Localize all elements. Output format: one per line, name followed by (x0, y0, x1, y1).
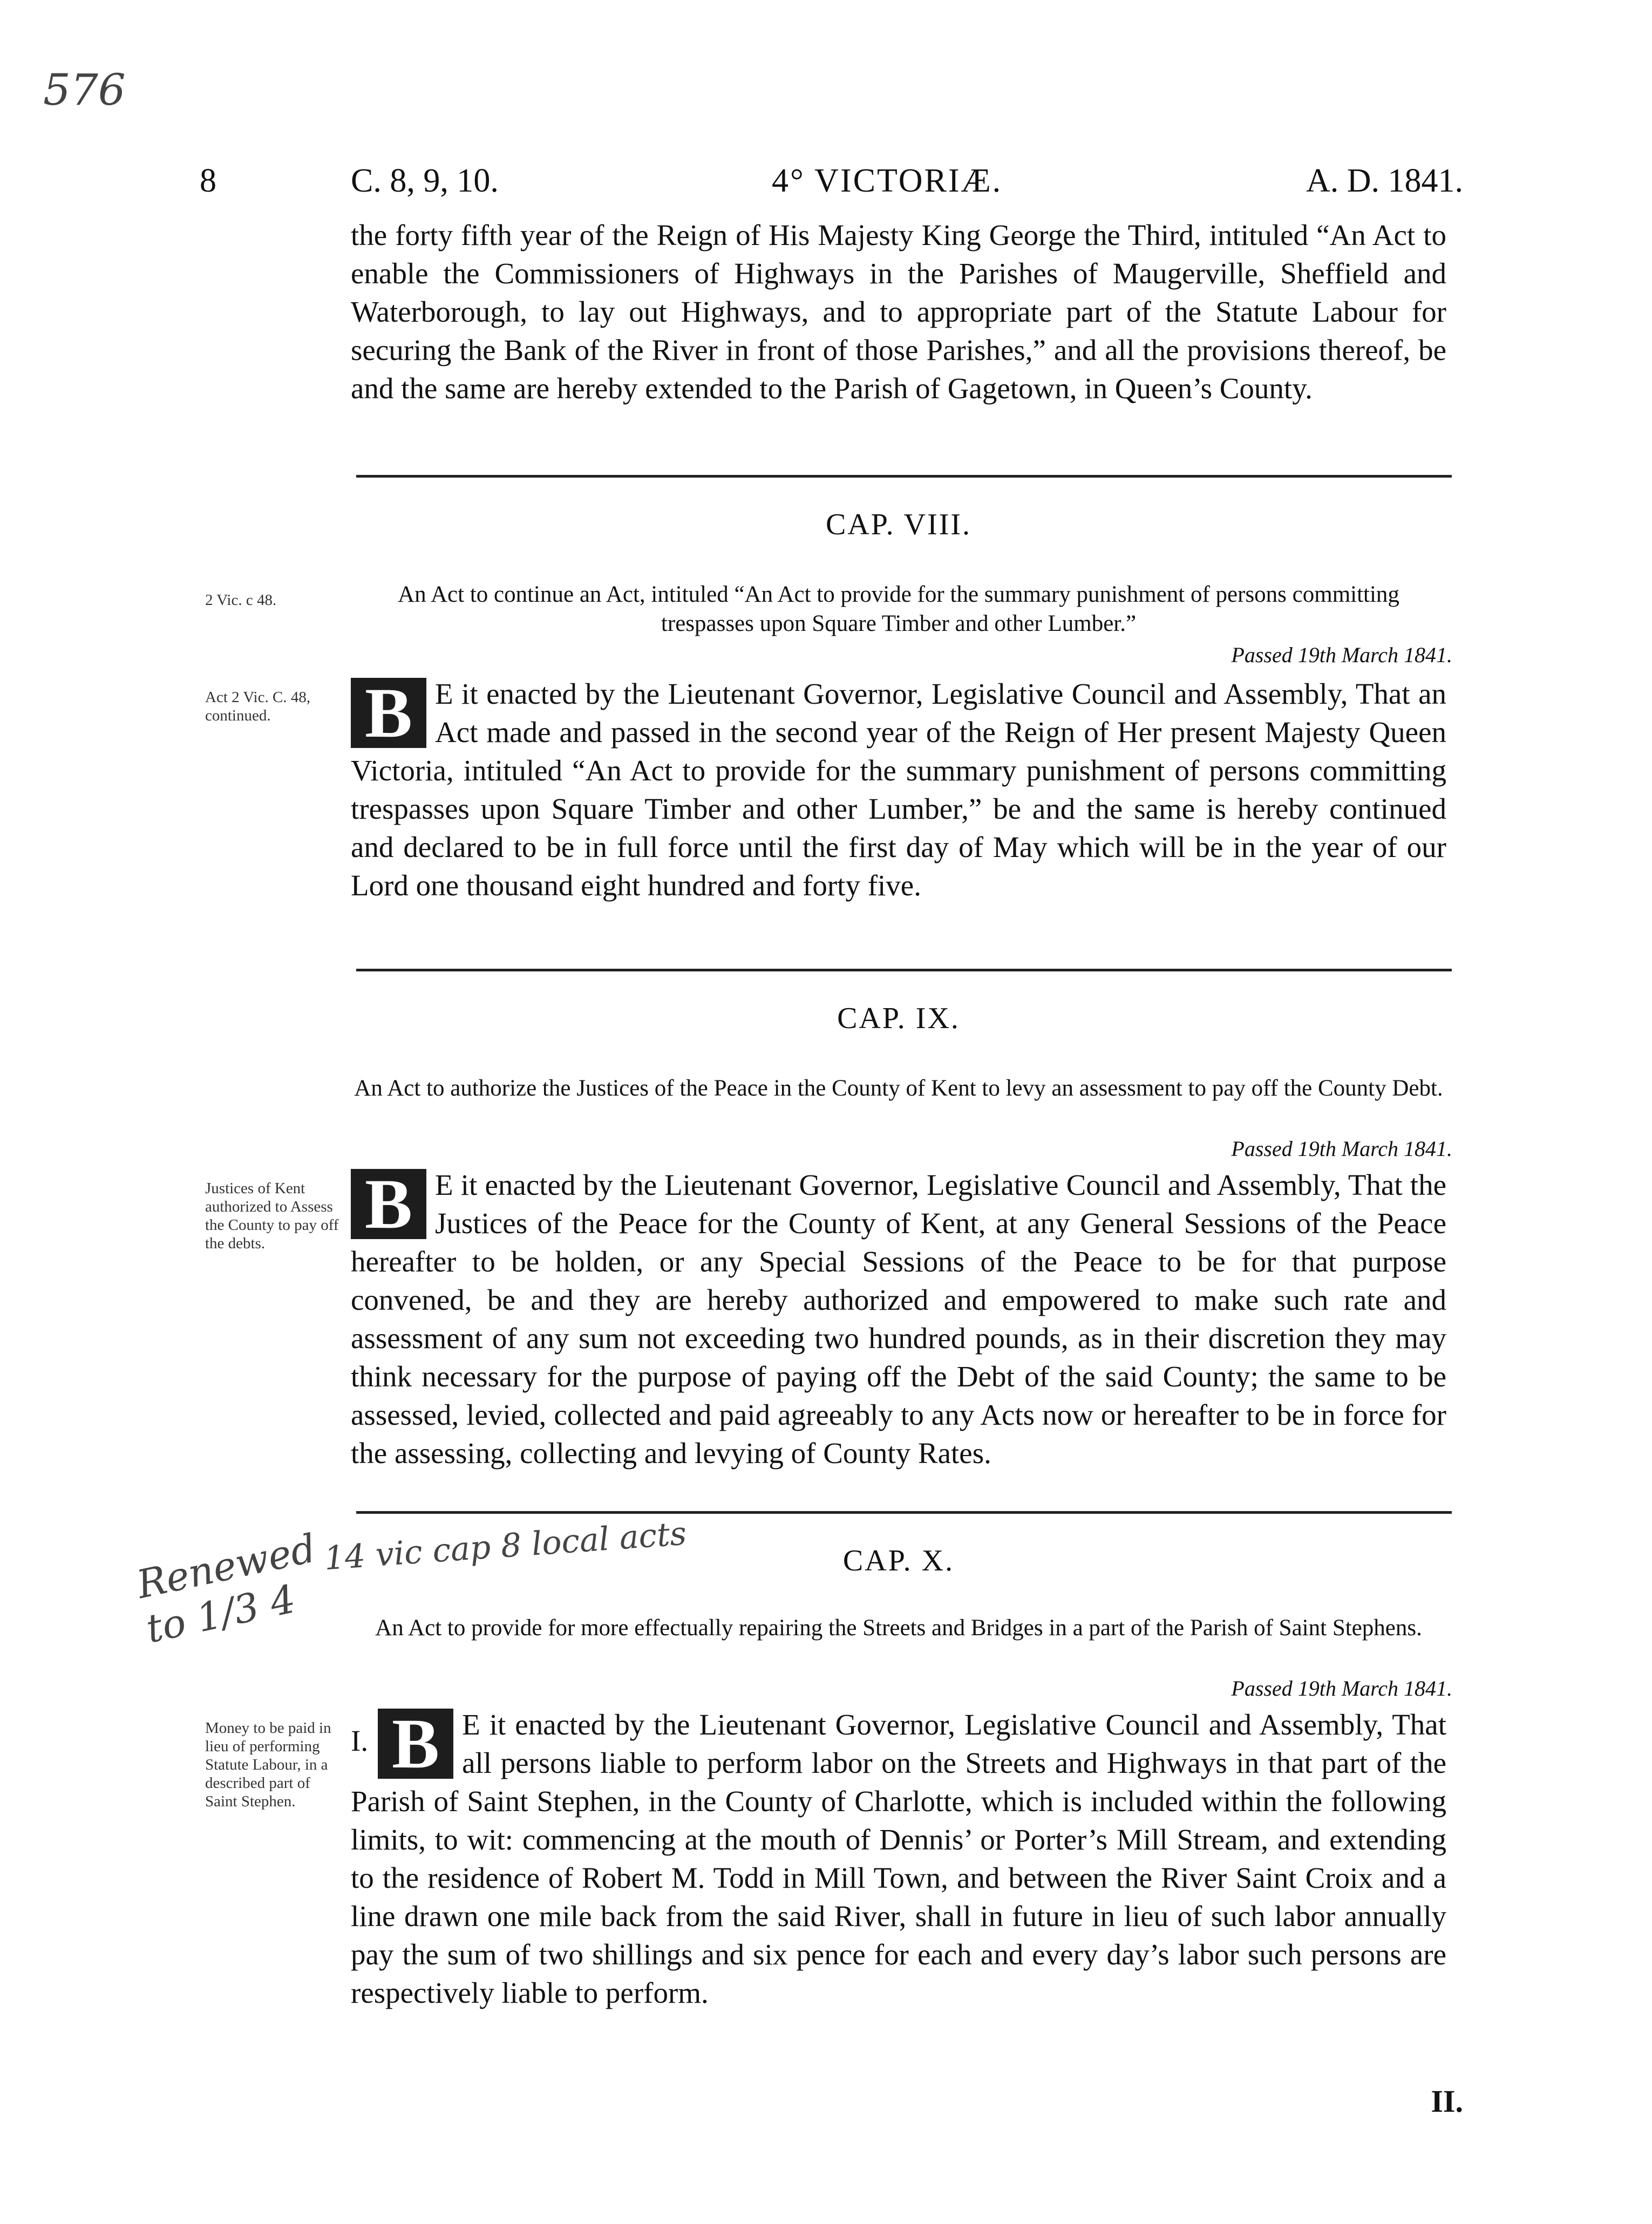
reign-heading: 4° VICTORIÆ. (772, 162, 1003, 199)
cap-9-enactment (351, 1166, 1446, 1472)
cap-10-title: An Act to provide for more effectually repairing the Streets and Bridges in a part of the Parish of Saint Stephens. (375, 1615, 1422, 1641)
catchword: II. (1431, 2084, 1463, 2119)
cap-10-passed-date: Passed 19th March 1841. (1231, 1676, 1452, 1701)
cap-10-margin-note: Money to be paid in lieu of performing Statute Labour, in a described part of Saint Stephen. (205, 1719, 331, 1810)
cap-10-section-number: I. (351, 1724, 369, 1757)
handwritten-renewal-note: Renewed to 1/3 4 (133, 1525, 320, 1652)
cap-10-enactment (351, 1705, 1446, 2012)
cap-9-enactment-text: E it enacted by the Lieutenant Governor, Legislative Council and Assembly, That the Justices of the Peace for the County of Kent, at any General Sessions of the Peace hereafter to be holden, or any Special Sessions of the Peace to be for that purpose convened, be and they are hereby authorized and empowered to make such rate and assessment of any sum not exceeding two hundred pounds, as in their discretion they may think necessary for the purpose of paying off the Debt of the said County; the same to be assessed, levied, collected and paid agreeably to any Acts now or hereafter to be in force for the assessing, collecting and levying of County Rates. (351, 1168, 1446, 1470)
cap-8-title: An Act to continue an Act, intituled “An Act to provide for the summary punishment of persons committing trespasses upon Square Timber and other Lumber.” (398, 582, 1399, 636)
cap-8-margin-note: Act 2 Vic. C. 48, continued. (205, 689, 311, 724)
continuation-paragraph: the forty fifth year of the Reign of His Majesty King George the Third, intituled “An Act to enable the Commissioners of Highways in the Parishes of Maugerville, Sheffield and Waterborough, to lay out Highways, and to appropriate part of the Statute Labour for securing the Bank of the River in front of those Parishes,” and all the provisions thereof, be and the same are hereby extended to the Parish of Gagetown, in Queen’s County. (351, 219, 1446, 405)
section-divider (356, 1511, 1452, 1514)
cap-8-heading: CAP. VIII. (825, 508, 972, 541)
cap-10-heading: CAP. X. (842, 1544, 955, 1577)
handwritten-page-note: 576 (43, 65, 126, 115)
cap-8-drop-cap: B (351, 678, 426, 748)
cap-8-margin-reference: 2 Vic. c 48. (205, 591, 277, 609)
cap-10-drop-cap: B (378, 1709, 453, 1779)
cap-8-enactment (351, 675, 1446, 904)
cap-9-margin-note: Justices of Kent authorized to Assess the County to pay off the debts. (205, 1180, 339, 1252)
handwritten-local-acts-note: 14 vic cap 8 local acts (323, 1514, 688, 1578)
cap-9-passed-date: Passed 19th March 1841. (1231, 1137, 1452, 1161)
cap-9-drop-cap: B (351, 1169, 426, 1239)
section-divider (356, 475, 1452, 478)
cap-8-enactment-text: E it enacted by the Lieutenant Governor, Legislative Council and Assembly, That an Act made and passed in the second year of the Reign of Her present Majesty Queen Victoria, intituled “An Act to provide for the summary punishment of persons committing trespasses upon Square Timber and other Lumber,” be and the same is hereby continued and declared to be in full force until the first day of May which will be in the year of our Lord one thousand eight hundred and forty five. (351, 677, 1446, 902)
chapter-range: C. 8, 9, 10. (351, 162, 499, 199)
cap-10-enactment-text: E it enacted by the Lieutenant Governor, Legislative Council and Assembly, That all persons liable to perform labor on the Streets and Highways in that part of the Parish of Saint Stephen, in the County of Charlotte, which is included within the following limits, to wit: commencing at the mouth of Dennis’ or Porter’s Mill Stream, and extending to the residence of Robert M. Todd in Mill Town, and between the River Saint Croix and a line drawn one mile back from the said River, shall in future in lieu of such labor annually pay the sum of two shillings and six pence for each and every day’s labor such persons are respectively liable to perform. (351, 1708, 1446, 2009)
cap-9-title: An Act to authorize the Justices of the Peace in the County of Kent to levy an assessment to pay off the County Debt. (354, 1076, 1443, 1101)
cap-8-passed-date: Passed 19th March 1841. (1231, 643, 1452, 667)
year-heading: A. D. 1841. (1306, 162, 1464, 199)
page-number: 8 (200, 162, 216, 199)
cap-9-heading: CAP. IX. (837, 1002, 960, 1035)
section-divider (356, 969, 1452, 971)
